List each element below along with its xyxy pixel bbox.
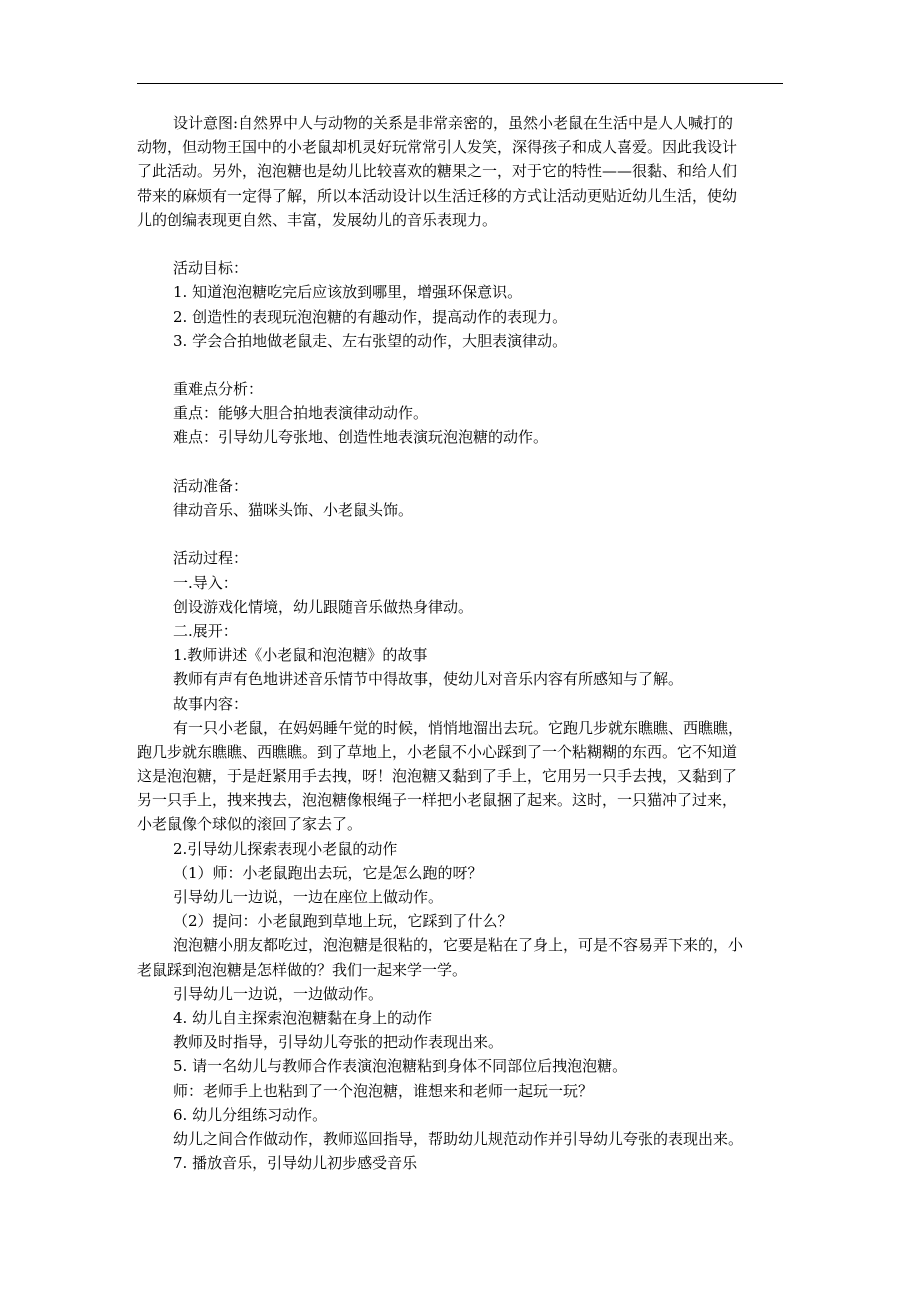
step1-title: 1.教师讲述《小老鼠和泡泡糖》的故事 — [173, 646, 428, 665]
analysis-difficult: 难点：引导幼儿夸张地、创造性地表演玩泡泡糖的动作。 — [173, 428, 549, 447]
story-line: 小老鼠像个球似的滚回了家去了。 — [137, 815, 363, 834]
goal-item: 3. 学会合拍地做老鼠走、左右张望的动作，大胆表演律动。 — [173, 331, 568, 350]
question-2: （2）提问：小老鼠跑到草地上玩，它踩到了什么？ — [173, 912, 513, 931]
document-body — [137, 111, 787, 1175]
step1-text: 教师有声有色地讲述音乐情节中得故事，使幼儿对音乐内容有所感知与了解。 — [173, 670, 684, 689]
analysis-key: 重点：能够大胆合拍地表演律动动作。 — [173, 404, 429, 423]
story-line: 这是泡泡糖，于是赶紧用手去拽，呀！泡泡糖又黏到了手上，它用另一只手去拽，又黏到了 — [137, 767, 738, 786]
intent-line: 了此活动。另外，泡泡糖也是幼儿比较喜欢的糖果之一，对于它的特性——很黏、和给人们 — [137, 162, 738, 181]
step4-text: 教师及时指导，引导幼儿夸张的把动作表现出来。 — [173, 1033, 504, 1052]
story-line: 另一只手上，拽来拽去，泡泡糖像根绳子一样把小老鼠捆了起来。这时，一只猫冲了过来， — [137, 791, 738, 810]
question-2-text: 泡泡糖小朋友都吃过，泡泡糖是很粘的，它要是粘在了身上，可是不容易弄下来的，小 — [173, 936, 744, 955]
question-1-guide: 引导幼儿一边说，一边在座位上做动作。 — [173, 888, 444, 906]
story-label: 故事内容： — [173, 694, 249, 713]
spacer — [137, 353, 787, 377]
intent-line: 带来的麻烦有一定得了解，所以本活动设计以生活迁移的方式让活动更贴近幼儿生活，使幼 — [137, 186, 738, 205]
step2-title: 2.引导幼儿探索表现小老鼠的动作 — [173, 839, 398, 858]
analysis-heading: 重难点分析： — [173, 380, 264, 399]
spacer — [137, 450, 787, 474]
story-line: 有一只小老鼠，在妈妈睡午觉的时候，悄悄地溜出去玩。它跑几步就东瞧瞧、西瞧瞧， — [173, 718, 744, 737]
header-rule — [137, 83, 783, 84]
step7-title: 7. 播放音乐，引导幼儿初步感受音乐 — [173, 1154, 418, 1173]
question-2-text: 老鼠踩到泡泡糖是怎样做的？我们一起来学一学。 — [137, 960, 468, 979]
step6-text: 幼儿之间合作做动作，教师巡回指导，帮助幼儿规范动作并引导幼儿夸张的表现出来。 — [173, 1129, 744, 1148]
spacer — [137, 232, 787, 256]
step5-title: 5. 请一名幼儿与教师合作表演泡泡糖粘到身体不同部位后拽泡泡糖。 — [173, 1057, 628, 1076]
intro-text: 创设游戏化情境，幼儿跟随音乐做热身律动。 — [173, 597, 474, 616]
prep-text: 律动音乐、猫咪头饰、小老鼠头饰。 — [173, 501, 414, 519]
question-2-guide: 引导幼儿一边说，一边做动作。 — [173, 984, 384, 1003]
goal-item: 2. 创造性的表现玩泡泡糖的有趣动作，提高动作的表现力。 — [173, 307, 568, 326]
step6-title: 6. 幼儿分组练习动作。 — [173, 1105, 328, 1124]
expand-label: 二.展开： — [173, 621, 238, 640]
intent-line: 设计意图:自然界中人与动物的关系是非常亲密的，虽然小老鼠在生活中是人人喊打的 — [173, 114, 734, 132]
intent-line: 动物，但动物王国中的小老鼠却机灵好玩常常引人发笑，深得孩子和成人喜爱。因此我设计 — [137, 138, 738, 157]
process-heading: 活动过程： — [173, 549, 249, 568]
step5-text: 师：老师手上也粘到了一个泡泡糖，谁想来和老师一起玩一玩？ — [173, 1081, 594, 1100]
goal-item: 1. 知道泡泡糖吃完后应该放到哪里，增强环保意识。 — [173, 283, 523, 302]
spacer — [137, 522, 787, 546]
intent-line: 儿的创编表现更自然、丰富，发展幼儿的音乐表现力。 — [137, 210, 498, 229]
intro-label: 一.导入： — [173, 573, 238, 592]
goals-heading: 活动目标： — [173, 259, 249, 278]
prep-heading: 活动准备： — [173, 476, 249, 495]
question-1: （1）师：小老鼠跑出去玩，它是怎么跑的呀？ — [173, 863, 483, 882]
step4-title: 4. 幼儿自主探索泡泡糖黏在身上的动作 — [173, 1008, 433, 1027]
story-line: 跑几步就东瞧瞧、西瞧瞧。到了草地上，小老鼠不小心踩到了一个粘糊糊的东西。它不知道 — [137, 742, 738, 761]
